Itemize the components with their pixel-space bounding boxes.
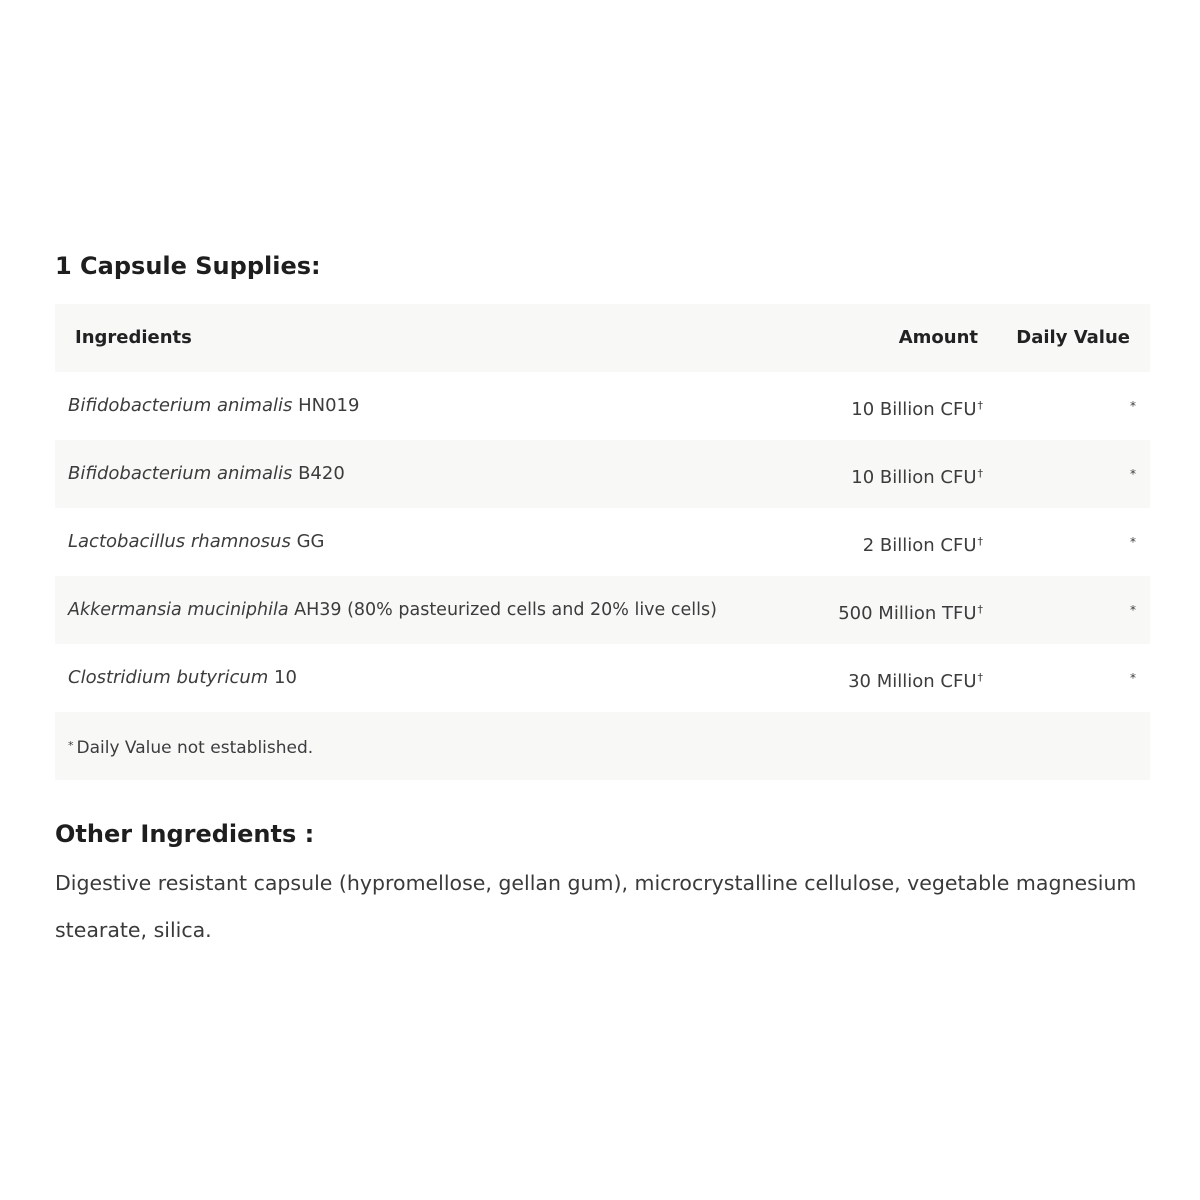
other-ingredients-heading: Other Ingredients :: [55, 820, 315, 848]
daily-value-footnote: [68, 712, 313, 782]
ingredient-strain: 10: [268, 667, 297, 688]
ingredient-amount: [838, 576, 983, 648]
dagger-mark: †: [977, 603, 983, 616]
asterisk-mark: *: [1130, 603, 1136, 617]
ingredient-latin-name: Clostridium butyricum: [68, 667, 269, 688]
ingredient-amount: [848, 644, 983, 716]
table-row: [55, 440, 1150, 508]
supplies-heading: 1 Capsule Supplies:: [55, 252, 321, 280]
ingredient-name: [68, 644, 297, 712]
footnote-asterisk: *: [68, 739, 74, 752]
ingredient-name: [68, 576, 717, 644]
asterisk-mark: *: [1130, 535, 1136, 549]
ingredient-daily-value: [1130, 440, 1136, 511]
ingredient-strain: GG: [290, 531, 325, 552]
amount-value: 500 Million TFU: [838, 603, 977, 624]
ingredient-latin-name: Akkermansia muciniphila: [68, 600, 289, 620]
table-header-row: [55, 304, 1150, 372]
table-row: [55, 576, 1150, 644]
table-row: [55, 372, 1150, 440]
ingredient-latin-name: Bifidobacterium animalis: [68, 395, 293, 416]
supplement-facts-table: [55, 304, 1150, 780]
ingredient-daily-value: [1130, 644, 1136, 715]
ingredient-amount: [851, 372, 983, 444]
amount-value: 2 Billion CFU: [862, 535, 977, 556]
ingredient-daily-value: [1130, 508, 1136, 579]
dagger-mark: †: [977, 467, 983, 480]
dagger-mark: †: [977, 671, 983, 684]
ingredient-name: [68, 372, 359, 440]
ingredient-name: [68, 440, 345, 508]
amount-value: 30 Million CFU: [848, 671, 977, 692]
ingredient-strain: HN019: [292, 395, 360, 416]
asterisk-mark: *: [1130, 671, 1136, 685]
ingredient-latin-name: Bifidobacterium animalis: [68, 463, 293, 484]
asterisk-mark: *: [1130, 399, 1136, 413]
table-row: [55, 644, 1150, 712]
dagger-mark: †: [977, 399, 983, 412]
other-ingredients-text: Digestive resistant capsule (hypromellose, gellan gum), microcrystalline cellulose, vegetable magnesium stearate, silica.: [55, 871, 1137, 942]
ingredient-name: [68, 508, 324, 576]
ingredient-amount: [863, 508, 983, 580]
footnote-text: Daily Value not established.: [76, 738, 314, 758]
ingredients-column-header: Ingredients: [75, 327, 192, 348]
asterisk-mark: *: [1130, 467, 1136, 481]
ingredient-latin-name: Lactobacillus rhamnosus: [68, 531, 291, 552]
ingredient-daily-value: [1130, 576, 1136, 647]
ingredient-daily-value: [1130, 372, 1136, 443]
ingredient-strain: B420: [292, 463, 345, 484]
table-row: [55, 508, 1150, 576]
table-footnote-row: [55, 712, 1150, 780]
daily-value-column-header: Daily Value: [1016, 327, 1130, 348]
amount-column-header: Amount: [898, 327, 978, 348]
ingredient-amount: [851, 440, 983, 512]
ingredient-strain: AH39 (80% pasteurized cells and 20% live cells): [288, 600, 717, 620]
dagger-mark: †: [977, 535, 983, 548]
amount-value: 10 Billion CFU: [851, 467, 977, 488]
amount-value: 10 Billion CFU: [851, 399, 977, 420]
